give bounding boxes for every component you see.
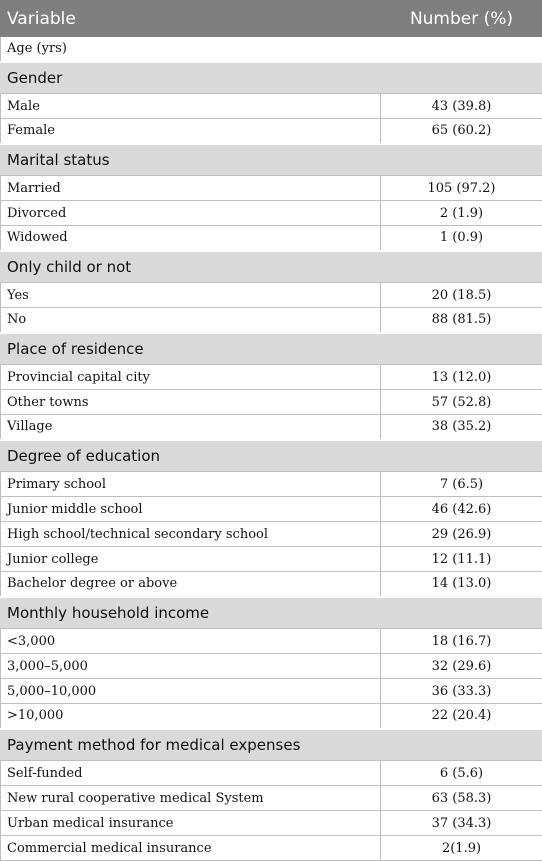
table-row xyxy=(1,704,542,729)
row-value: 12 (11.1) xyxy=(381,547,542,572)
row-value: 2 (1.9) xyxy=(381,201,542,226)
table-row xyxy=(1,679,542,704)
row-value: 2(1.9) xyxy=(381,836,542,861)
row-value: 65 (60.2) xyxy=(381,119,542,144)
row-label: <3,000 xyxy=(1,629,381,654)
table-row xyxy=(1,836,542,861)
section-title: Place of residence xyxy=(1,333,542,365)
table-row xyxy=(1,226,542,251)
table-row xyxy=(1,547,542,572)
row-label: Junior college xyxy=(1,547,381,572)
row-value: 7 (6.5) xyxy=(381,472,542,497)
section-title: Degree of education xyxy=(1,440,542,472)
row-label: Village xyxy=(1,415,381,440)
row-label: Female xyxy=(1,119,381,144)
table-row xyxy=(1,201,542,226)
row-value: 22 (20.4) xyxy=(381,704,542,729)
section-header-row xyxy=(1,597,542,629)
row-label: Widowed xyxy=(1,226,381,251)
section-header-row xyxy=(1,144,542,176)
row-value: 1 (0.9) xyxy=(381,226,542,251)
section-title: Payment method for medical expenses xyxy=(1,729,542,761)
row-label: >10,000 xyxy=(1,704,381,729)
row-value: 32 (29.6) xyxy=(381,654,542,679)
section-header-row xyxy=(1,729,542,761)
row-value: 14 (13.0) xyxy=(381,572,542,597)
row-value: 29 (26.9) xyxy=(381,522,542,547)
table-row xyxy=(1,283,542,308)
row-label: Self-funded xyxy=(1,761,381,786)
row-value: 37 (34.3) xyxy=(381,811,542,836)
table-row xyxy=(1,761,542,786)
section-header-row xyxy=(1,251,542,283)
table-row xyxy=(1,572,542,597)
row-label: Divorced xyxy=(1,201,381,226)
table-row xyxy=(1,472,542,497)
row-label: Primary school xyxy=(1,472,381,497)
header-row xyxy=(1,1,542,37)
age-row xyxy=(1,37,542,62)
row-value: 38 (35.2) xyxy=(381,415,542,440)
row-label: No xyxy=(1,308,381,333)
row-label: 5,000–10,000 xyxy=(1,679,381,704)
table-body xyxy=(1,37,542,861)
row-label: 3,000–5,000 xyxy=(1,654,381,679)
row-label: Male xyxy=(1,94,381,119)
table-row xyxy=(1,415,542,440)
row-value: 6 (5.6) xyxy=(381,761,542,786)
table-row xyxy=(1,94,542,119)
row-value: 88 (81.5) xyxy=(381,308,542,333)
table-row xyxy=(1,654,542,679)
row-value: 105 (97.2) xyxy=(381,176,542,201)
age-label: Age (yrs) xyxy=(1,37,542,62)
row-label: Married xyxy=(1,176,381,201)
section-header-row xyxy=(1,62,542,94)
table-row xyxy=(1,176,542,201)
row-label: Commercial medical insurance xyxy=(1,836,381,861)
row-label: Yes xyxy=(1,283,381,308)
row-value: 20 (18.5) xyxy=(381,283,542,308)
row-label: Junior middle school xyxy=(1,497,381,522)
table-row xyxy=(1,522,542,547)
table-row xyxy=(1,497,542,522)
row-label: Other towns xyxy=(1,390,381,415)
section-title: Gender xyxy=(1,62,542,94)
table-row xyxy=(1,308,542,333)
row-label: High school/technical secondary school xyxy=(1,522,381,547)
row-value: 36 (33.3) xyxy=(381,679,542,704)
row-value: 57 (52.8) xyxy=(381,390,542,415)
section-title: Only child or not xyxy=(1,251,542,283)
row-label: Provincial capital city xyxy=(1,365,381,390)
row-label: Urban medical insurance xyxy=(1,811,381,836)
table-row xyxy=(1,365,542,390)
header-number: Number (%) xyxy=(381,1,542,37)
table-row xyxy=(1,119,542,144)
section-title: Marital status xyxy=(1,144,542,176)
table-row xyxy=(1,629,542,654)
table-row xyxy=(1,786,542,811)
row-value: 13 (12.0) xyxy=(381,365,542,390)
row-value: 18 (16.7) xyxy=(381,629,542,654)
row-label: Bachelor degree or above xyxy=(1,572,381,597)
table-row xyxy=(1,390,542,415)
section-header-row xyxy=(1,333,542,365)
row-value: 43 (39.8) xyxy=(381,94,542,119)
row-label: New rural cooperative medical System xyxy=(1,786,381,811)
row-value: 46 (42.6) xyxy=(381,497,542,522)
section-header-row xyxy=(1,440,542,472)
row-value: 63 (58.3) xyxy=(381,786,542,811)
header-variable: Variable xyxy=(1,1,381,37)
section-title: Monthly household income xyxy=(1,597,542,629)
table-row xyxy=(1,811,542,836)
